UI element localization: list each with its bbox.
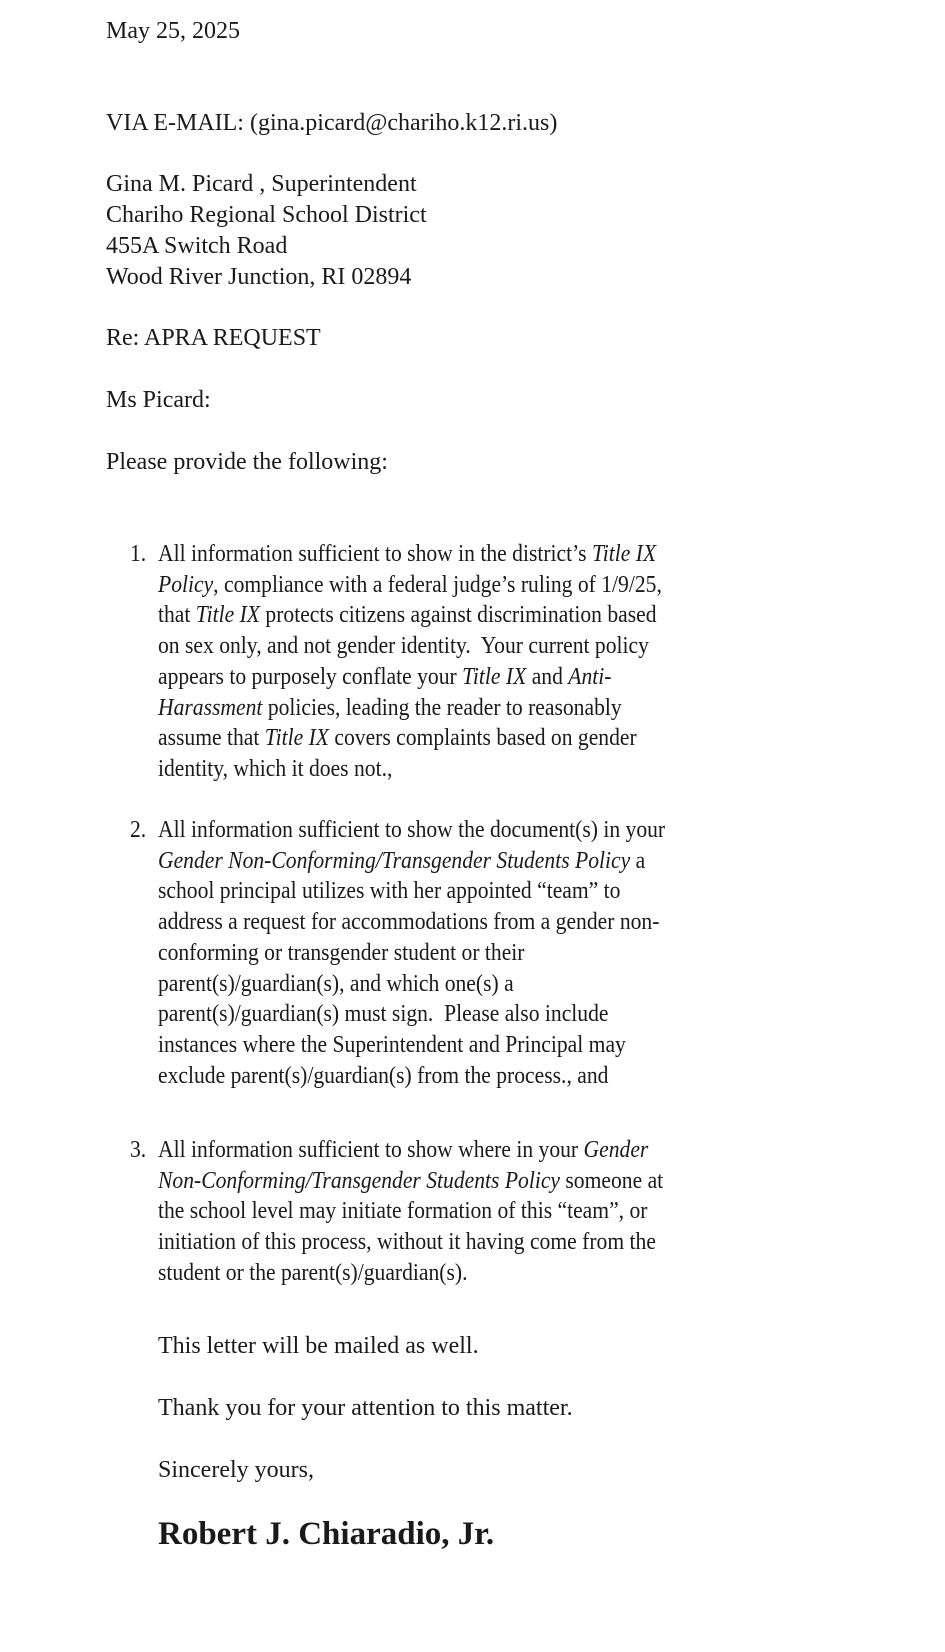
request-text-line: initiation of this process, without it having come from the xyxy=(158,1229,656,1256)
request-text-line: All information sufficient to show the document(s) in your xyxy=(158,817,666,843)
request-text-line: exclude parent(s)/guardian(s) from the process., and xyxy=(158,1062,609,1089)
request-text-line: on sex only, and not gender identity. Your current policy xyxy=(158,633,649,660)
request-text-line: that Title IX protects citizens against discrimination based xyxy=(158,602,657,629)
request-text xyxy=(158,815,721,1091)
request-text-line: student or the parent(s)/guardian(s). xyxy=(158,1259,468,1286)
request-text-line: conforming or transgender student or their xyxy=(158,939,525,966)
via-email-line: VIA E-MAIL: (gina.picard@chariho.k12.ri.us) xyxy=(106,110,558,136)
request-text-line: address a request for accommodations from a gender non- xyxy=(158,909,660,936)
request-text xyxy=(158,539,718,785)
request-text-line: Non-Conforming/Transgender Students Policy someone at xyxy=(158,1167,664,1194)
request-text-line: All information sufficient to show in the district’s Title IX xyxy=(158,541,657,567)
letter-date: May 25, 2025 xyxy=(106,18,240,44)
request-text-line: Gender Non-Conforming/Transgender Students Policy a xyxy=(158,847,646,874)
request-text-line: Policy, compliance with a federal judge’s ruling of 1/9/25, xyxy=(158,571,662,598)
request-number: 2. xyxy=(130,817,147,843)
request-text-line: instances where the Superintendent and Principal may xyxy=(158,1031,626,1058)
request-text-line: appears to purposely conflate your Title IX and Anti- xyxy=(158,663,612,690)
request-text-line: parent(s)/guardian(s), and which one(s) a xyxy=(158,970,514,997)
request-text-line: identity, which it does not., xyxy=(158,755,393,782)
thanks-line: Thank you for your attention to this matter. xyxy=(158,1395,573,1421)
request-text-line: All information sufficient to show where in your Gender xyxy=(158,1137,649,1163)
request-number: 3. xyxy=(130,1137,147,1163)
salutation: Ms Picard: xyxy=(106,387,211,413)
intro-line: Please provide the following: xyxy=(106,449,388,475)
recipient-street: 455A Switch Road xyxy=(106,233,288,259)
mailed-note: This letter will be mailed as well. xyxy=(158,1333,479,1359)
closing-line: Sincerely yours, xyxy=(158,1457,314,1483)
request-text-line: parent(s)/guardian(s) must sign. Please also include xyxy=(158,1001,609,1028)
request-text-line: school principal utilizes with her appointed “team” to xyxy=(158,878,621,905)
request-number: 1. xyxy=(130,541,147,567)
request-text-line: Harassment policies, leading the reader to reasonably xyxy=(158,694,622,721)
request-text-line: assume that Title IX covers complaints based on gender xyxy=(158,725,637,752)
recipient-name-title: Gina M. Picard , Superintendent xyxy=(106,171,417,197)
request-text xyxy=(158,1135,719,1289)
recipient-organization: Chariho Regional School District xyxy=(106,202,427,228)
recipient-city-state-zip: Wood River Junction, RI 02894 xyxy=(106,264,412,290)
subject-line: Re: APRA REQUEST xyxy=(106,325,321,351)
request-text-line: the school level may initiate formation of this “team”, or xyxy=(158,1198,648,1225)
signature-name: Robert J. Chiaradio, Jr. xyxy=(158,1516,495,1552)
